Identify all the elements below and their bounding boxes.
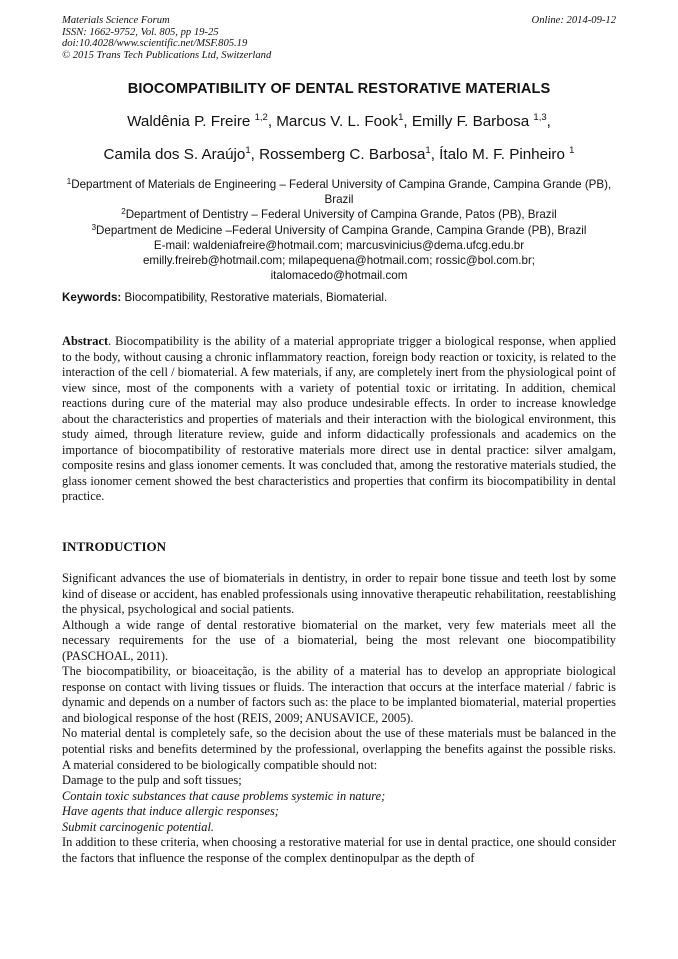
affiliation-text: Department de Medicine –Federal University of Campina Grande, Campina Grande (PB), Brazil: [96, 223, 587, 237]
paragraph: Although a wide range of dental restorative biomaterial on the market, very few materials meet all the necessary requirements for the use of a biomaterial, being the most relevant one biocompatibility (PASCHOAL, 2011).: [62, 617, 616, 663]
author-affiliation: 1,3: [533, 112, 547, 123]
affiliation-number: 1: [66, 177, 72, 186]
author-line-2: [0, 146, 678, 163]
introduction-body: [62, 571, 616, 866]
author-separator: ,: [250, 146, 260, 163]
author-name: Camila dos S. Araújo: [103, 146, 246, 163]
journal-name: Materials Science Forum: [62, 15, 170, 26]
list-item: Submit carcinogenic potential.: [62, 819, 214, 834]
author-name: Rossemberg C. Barbosa: [259, 146, 426, 163]
author-name: Ítalo M. F. Pinheiro: [439, 146, 565, 163]
online-date: Online: 2014-09-12: [531, 15, 616, 26]
affiliation-number: 3: [91, 222, 97, 232]
abstract: [62, 334, 616, 505]
keywords-list: Biocompatibility, Restorative materials, Biomaterial.: [124, 291, 388, 304]
list-item: Damage to the pulp and soft tissues;: [62, 773, 242, 788]
list-item: Contain toxic substances that cause problems systemic in nature;: [62, 788, 386, 803]
affiliation-3: [62, 223, 616, 238]
affiliation-1: [62, 177, 616, 207]
affiliation-2: [62, 207, 616, 222]
issn: ISSN: 1662-9752, Vol. 805, pp 19-25: [62, 26, 219, 38]
author-emails: E-mail: waldeniafreire@hotmail.com; marcusvinicius@dema.ufcg.edu.br emilly.freireb@hotmail.com; milapequena@hotmail.com; rossic@bol.com.br; italomacedo@hotmail.com: [142, 238, 536, 283]
affiliations: [62, 177, 616, 283]
copyright: © 2015 Trans Tech Publications Ltd, Switzerland: [62, 49, 272, 61]
author-name: Waldênia P. Freire: [127, 113, 251, 130]
section-heading-introduction: INTRODUCTION: [62, 539, 167, 554]
abstract-text: . Biocompatibility is the ability of a material appropriate trigger a biological response, when applied to the body, without causing a chronic inflammatory reaction, foreign body reaction or toxicity, is related to the interaction of the cell / biomaterial. A few materials, if any, are completely inert from the physiological point of view since, most of the components with a variety of potential toxic or irritating. In addition, chemical reactions during cure of the material may also produce undesirable effects. In order to increase knowledge about the characteristics and properties of materials and their interaction with the biological environment, this study aimed, through literature review, guide and inform didactically professionals and academics on the importance of biocompatibility of restorative materials more direct use in dental practice: silver amalgam, composite resins and glass ionomer cements. It was concluded that, among the restorative materials studied, the glass ionomer cement showed the best characteristics and properties that confirm its biocompatibility in dental practice.: [62, 334, 616, 504]
affiliation-number: 2: [121, 207, 126, 217]
author-affiliation: 1: [425, 145, 431, 156]
affiliation-text: Department of Dentistry – Federal University of Campina Grande, Patos (PB), Brazil: [125, 208, 557, 222]
keywords: [62, 291, 616, 304]
author-separator: ,: [267, 113, 277, 130]
paragraph: In addition to these criteria, when choosing a restorative material for use in dental practice, one should consider the factors that influence the response of the complex dentinopulpar as the depth of: [62, 835, 616, 865]
author-line-1: [0, 113, 678, 130]
author-name: Marcus V. L. Fook: [276, 113, 399, 130]
author-affiliation: 1,2: [254, 112, 268, 123]
running-header: [62, 15, 616, 61]
list-item: Have agents that induce allergic responses;: [62, 804, 279, 819]
paragraph: The biocompatibility, or bioaceitação, is the ability of a material has to develop an appropriate biological response on contact with living tissues or fluids. The interaction that occurs at the interface material / fabric is dynamic and depends on a number of factors such as: the place to be implanted biomaterial, material properties and biological response of the host (REIS, 2009; ANUSAVICE, 2005).: [62, 664, 616, 725]
keywords-label: Keywords:: [62, 291, 122, 304]
author-affiliation: 1: [569, 145, 575, 156]
author-affiliation: 1: [245, 145, 251, 156]
author-separator: ,: [546, 113, 551, 130]
paragraph: No material dental is completely safe, so the decision about the use of these materials must be balanced in the potential risks and benefits determined by the professional, overlapping the benefits against the possible risks. A material considered to be biologically compatible should not:: [62, 726, 616, 772]
author-separator: ,: [403, 113, 412, 130]
paragraph: Significant advances the use of biomaterials in dentistry, in order to repair bone tissue and teeth lost by some kind of disease or accident, has enabled professionals using innovative therapeutic rehabilitation, reestablishing the physical, psychological and social patients.: [62, 571, 616, 617]
paper-title: BIOCOMPATIBILITY OF DENTAL RESTORATIVE MATERIALS: [127, 81, 551, 97]
author-name: Emilly F. Barbosa: [411, 113, 530, 130]
author-affiliation: 1: [398, 112, 404, 123]
doi: doi:10.4028/www.scientific.net/MSF.805.19: [62, 38, 248, 49]
abstract-label: Abstract: [62, 334, 109, 348]
author-separator: ,: [430, 146, 440, 163]
affiliation-text: Department of Materials de Engineering – Federal University of Campina Grande, Campina Grande (PB), Brazil: [71, 178, 612, 207]
